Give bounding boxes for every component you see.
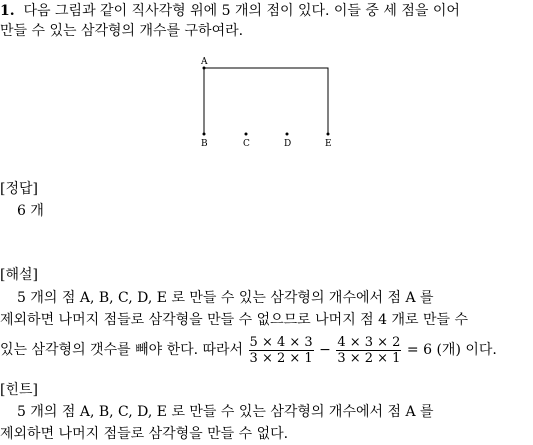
label-b: B [201, 139, 208, 149]
point-d [286, 133, 289, 136]
fraction-2-numerator: 4 × 3 × 2 [337, 334, 401, 350]
fraction-2 [336, 335, 401, 366]
solution-line-1: 5 개의 점 A, B, C, D, E 로 만들 수 있는 삼각형의 개수에서 점 A 를 [17, 290, 434, 306]
minus-sign: − [319, 342, 331, 358]
hint-header: [힌트] [0, 382, 38, 398]
point-e [327, 133, 330, 136]
problem-text-1: 다음 그림과 같이 직사각형 위에 5 개의 점이 있다. 이들 중 세 점을 이어 [23, 3, 460, 19]
rectangle-points-figure [195, 56, 345, 152]
fraction-1-numerator: 5 × 4 × 3 [249, 334, 313, 350]
solution-line-2: 제외하면 나머지 점들로 삼각형을 만들 수 없으므로 나머지 점 4 개로 만들 수 [0, 312, 469, 328]
hint-line-2: 제외하면 나머지 점들로 삼각형을 만들 수 없다. [0, 426, 289, 442]
fraction-2-denominator: 3 × 2 × 1 [337, 350, 401, 366]
label-e: E [325, 139, 332, 149]
solution-header: [해설] [0, 267, 38, 283]
point-c [245, 133, 248, 136]
problem-number: 1. [0, 3, 15, 19]
fraction-1-denominator: 3 × 2 × 1 [249, 350, 313, 366]
problem-text-2: 만들 수 있는 삼각형의 개수를 구하여라. [0, 23, 244, 39]
solution-line-3-suffix: = 6 (개) 이다. [406, 342, 497, 358]
hint-line-1: 5 개의 점 A, B, C, D, E 로 만들 수 있는 삼각형의 개수에서 점 A 를 [17, 404, 434, 420]
label-a: A [201, 57, 208, 67]
answer-header: [정답] [0, 181, 38, 197]
point-b [203, 133, 206, 136]
solution-line-3 [0, 330, 497, 370]
label-d: D [284, 139, 292, 149]
fraction-1 [249, 335, 314, 366]
solution-line-3-prefix: 있는 삼각형의 갯수를 빼야 한다. 따라서 [0, 342, 244, 358]
answer-value: 6 개 [17, 203, 44, 219]
rectangle-top-right-edges [204, 68, 328, 134]
label-c: C [243, 139, 250, 149]
problem-line-1 [0, 2, 460, 20]
